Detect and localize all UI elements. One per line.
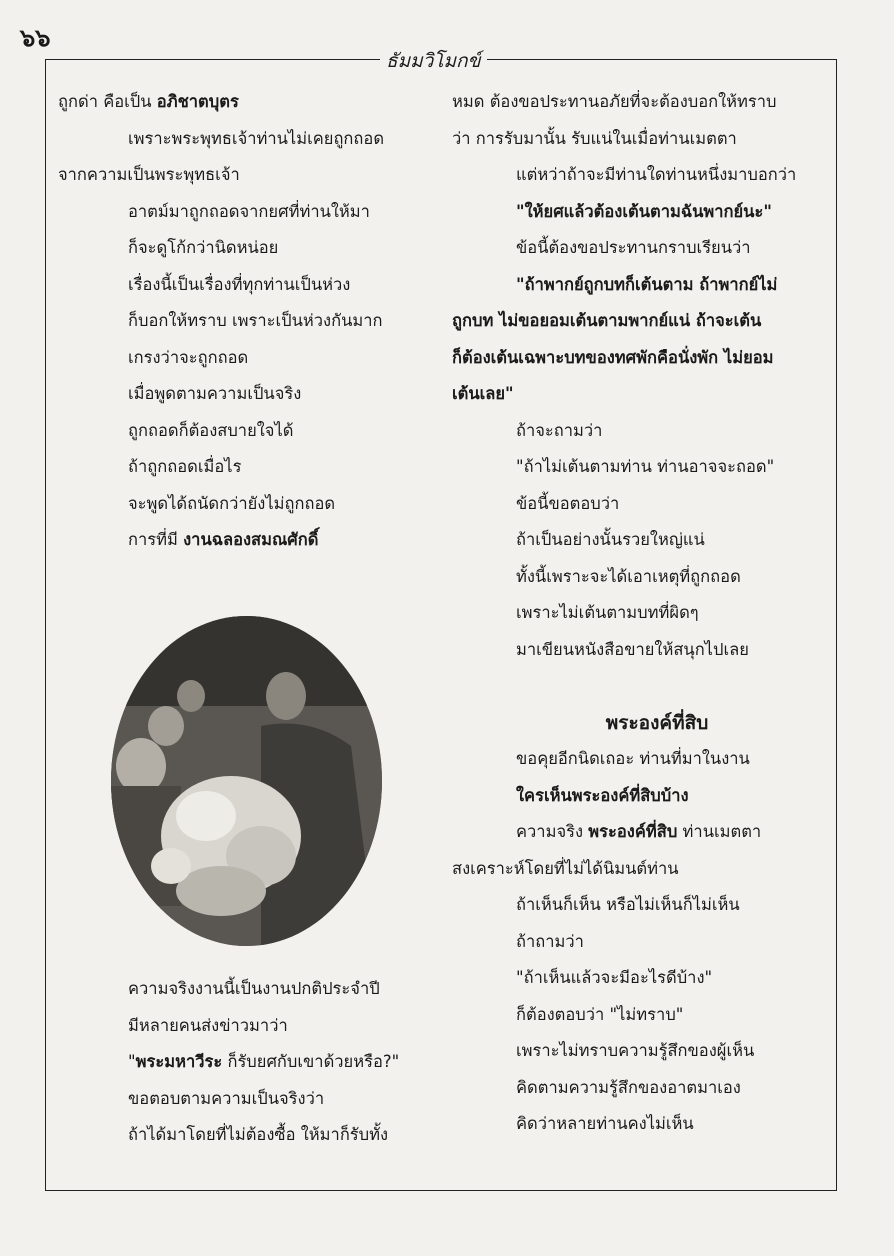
text-line: ความจริงงานนี้เป็นงานปกติประจำปี (128, 979, 380, 998)
blank-line (452, 668, 842, 705)
text-line: "ให้ยศแล้วต้องเต้นตามฉันพากย์นะ" (516, 201, 772, 221)
text-line: ก็ต้องตอบว่า "ไม่ทราบ" (516, 1004, 684, 1024)
text-line: ความจริง พระองค์ที่สิบ ท่านเมตตา (516, 822, 762, 841)
text-line: คิดตามความรู้สึกของอาตมาเอง (516, 1077, 741, 1097)
text-line: ก็จะดูโก้กว่านิดหน่อย (128, 238, 279, 257)
text-line: จากความเป็นพระพุทธเจ้า (58, 165, 240, 184)
text-line: เพราะไม่เต้นตามบทที่ผิดๆ (516, 603, 699, 622)
text-line: ถ้าเห็นก็เห็น หรือไม่เห็นก็ไม่เห็น (516, 895, 740, 914)
text-line: ข้อนี้ขอตอบว่า (516, 493, 620, 513)
text-line: จะพูดได้ถนัดกว่ายังไม่ถูกถอด (128, 493, 336, 513)
text-line: มีหลายคนส่งข่าวมาว่า (128, 1015, 288, 1035)
right-column (452, 84, 842, 1143)
text-line: เพราะไม่ทราบความรู้สึกของผู้เห็น (516, 1041, 755, 1060)
text-line: หมด ต้องขอประทานอภัยที่จะต้องบอกให้ทราบ (452, 92, 777, 111)
text-line: ว่า การรับมานั้น รับแน่ในเมื่อท่านเมตตา (452, 128, 737, 148)
text-line: ถูกถอดก็ต้องสบายใจได้ (128, 420, 294, 440)
page-number: ๖๖ (20, 23, 51, 52)
text-line: แต่หว่าถ้าจะมีท่านใดท่านหนึ่งมาบอกว่า (516, 165, 797, 184)
text-line: "พระมหาวีระ ก็รับยศกับเขาด้วยหรือ?" (128, 1052, 400, 1071)
left-column-bottom (58, 971, 453, 1154)
text-line: ก็บอกให้ทราบ เพราะเป็นห่วงกันมาก (128, 311, 383, 330)
text-line: ก็ต้องเต้นเฉพาะบทของทศพักคือนั่งพัก ไม่ยอม (452, 347, 774, 367)
oval-photograph (111, 616, 382, 946)
text-line: "ถ้าพากย์ถูกบทก็เต้นตาม ถ้าพากย์ไม่ (516, 274, 778, 294)
text-line: เต้นเลย" (452, 384, 514, 403)
text-line: ขอตอบตามความเป็นจริงว่า (128, 1088, 325, 1108)
text-line: ข้อนี้ต้องขอประทานกราบเรียนว่า (516, 238, 751, 257)
text-line: คิดว่าหลายท่านคงไม่เห็น (516, 1114, 694, 1133)
text-line: ถูกบท ไม่ขอยอมเต้นตามพากย์แน่ ถ้าจะเต้น (452, 311, 762, 330)
text-line: เพราะพระพุทธเจ้าท่านไม่เคยถูกถอด (128, 128, 385, 148)
text-line: "ถ้าไม่เต้นตามท่าน ท่านอาจจะถอด" (516, 457, 775, 476)
text-line: ถ้าได้มาโดยที่ไม่ต้องซื้อ ให้มาก็รับทั้ง (128, 1125, 389, 1144)
text-line: ถ้าจะถามว่า (516, 420, 603, 440)
text-line: การที่มี งานฉลองสมณศักดิ์ (128, 530, 319, 549)
photo-illustration (111, 616, 382, 946)
text-line: ถ้าถามว่า (516, 931, 584, 951)
text-line: ขอคุยอีกนิดเถอะ ท่านที่มาในงาน (516, 749, 750, 768)
text-line: "ถ้าเห็นแล้วจะมีอะไรดีบ้าง" (516, 968, 713, 987)
text-line: มาเขียนหนังสือขายให้สนุกไปเลย (516, 639, 749, 659)
text-line: ถูกด่า คือเป็น อภิชาตบุตร (58, 92, 239, 111)
text-line: ทั้งนี้เพราะจะได้เอาเหตุที่ถูกถอด (516, 566, 741, 586)
text-line: อาตม์มาถูกถอดจากยศที่ท่านให้มา (128, 201, 370, 221)
text-line: เมื่อพูดตามความเป็นจริง (128, 384, 302, 403)
left-column-top (58, 84, 453, 559)
text-line: ถ้าเป็นอย่างนั้นรวยใหญ่แน่ (516, 530, 705, 549)
section-heading: พระองค์ที่สิบ (605, 711, 709, 734)
text-line: ใครเห็นพระองค์ที่สิบบ้าง (516, 785, 689, 805)
text-line: ถ้าถูกถอดเมื่อไร (128, 457, 242, 476)
running-head: ธัมมวิโมกข์ (380, 46, 487, 76)
text-line: สงเคราะห์โดยที่ไม่ได้นิมนต์ท่าน (452, 858, 679, 878)
text-line: เรื่องนี้เป็นเรื่องที่ทุกท่านเป็นห่วง (128, 274, 351, 294)
text-line: เกรงว่าจะถูกถอด (128, 347, 249, 367)
